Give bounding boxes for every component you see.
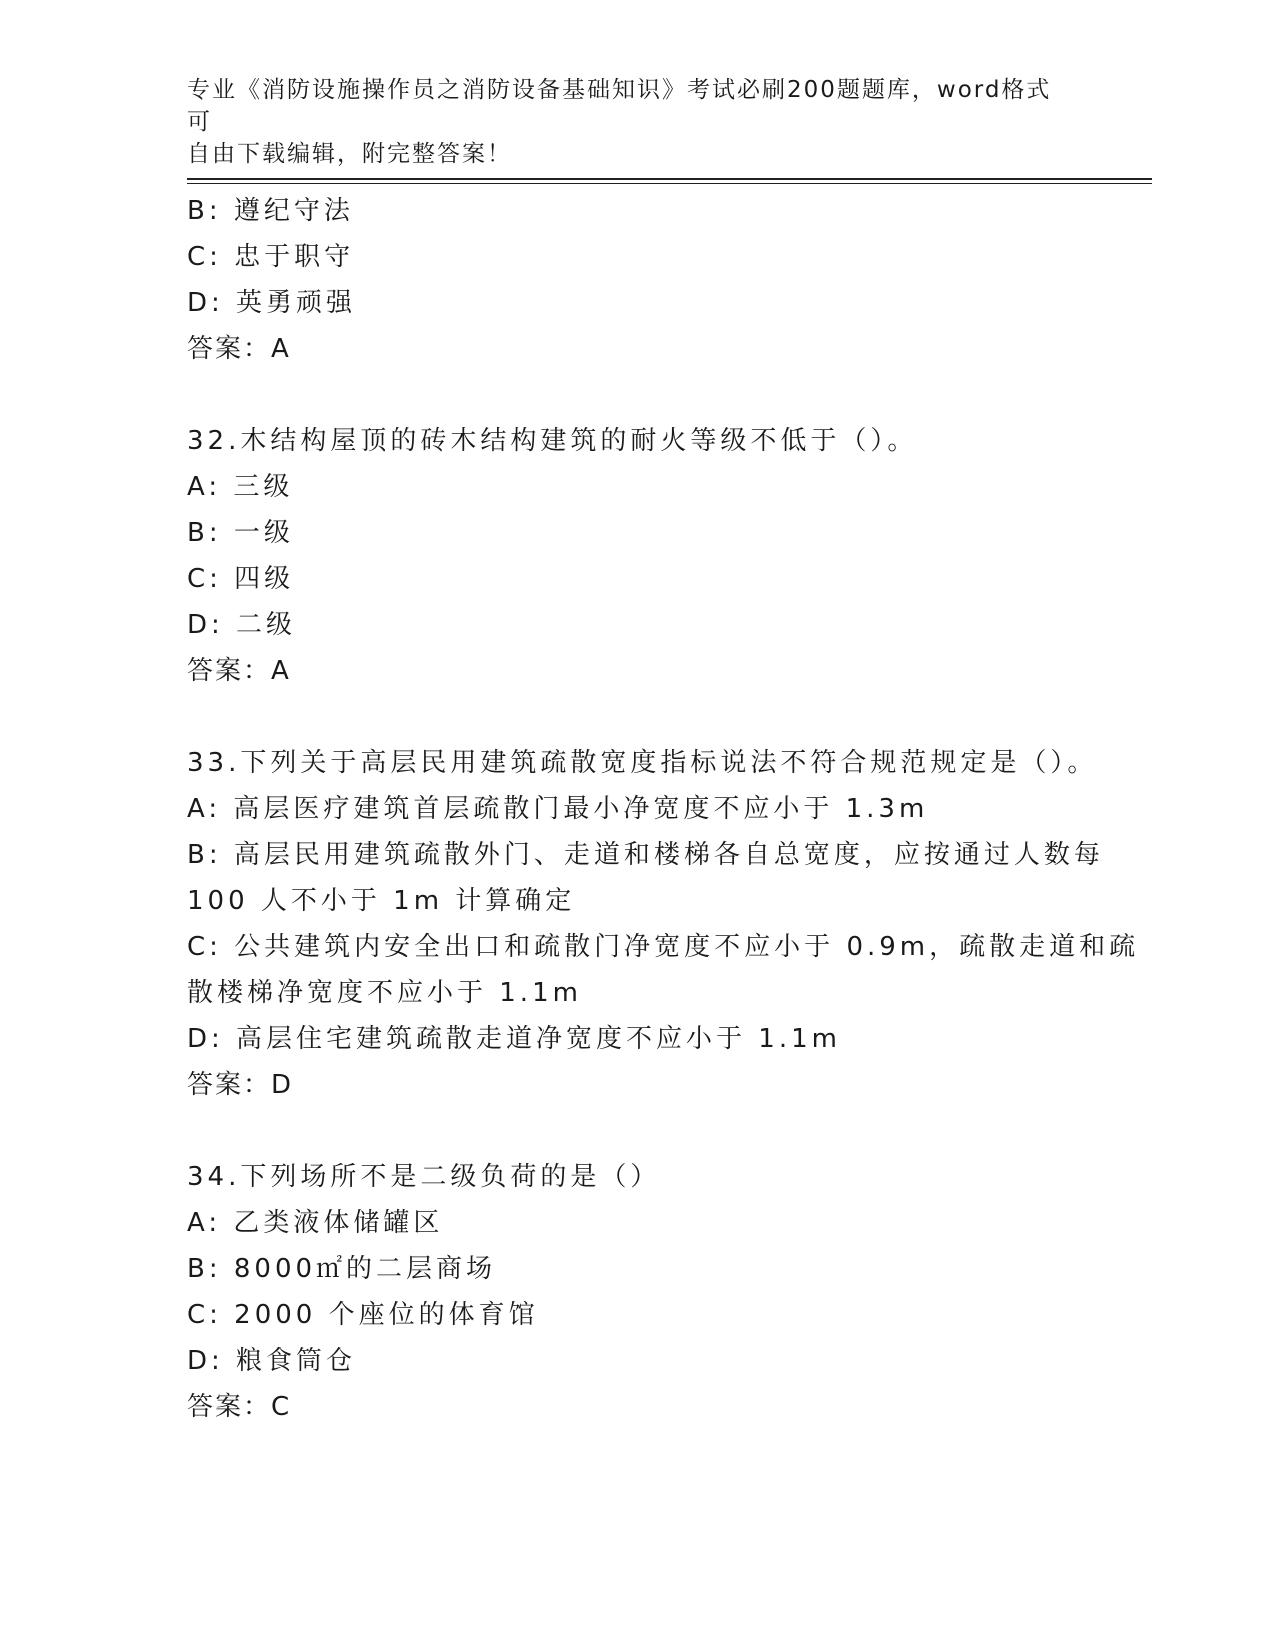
option-line: A: 乙类液体储罐区 <box>187 1208 444 1238</box>
spacer <box>187 372 1087 418</box>
answer-line: 答案：A <box>187 334 291 364</box>
option-line: 100 人不小于 1m 计算确定 <box>187 886 576 916</box>
option-line: B: 遵纪守法 <box>187 196 354 226</box>
option-line: B: 一级 <box>187 518 294 548</box>
question-31 <box>187 188 1087 372</box>
question-stem: 32.木结构屋顶的砖木结构建筑的耐火等级不低于（）。 <box>187 426 918 456</box>
question-stem: 33.下列关于高层民用建筑疏散宽度指标说法不符合规范规定是（）。 <box>187 748 1098 778</box>
question-33 <box>187 740 1140 1108</box>
option-line: C: 2000 个座位的体育馆 <box>187 1300 539 1330</box>
option-line: D: 粮食筒仓 <box>187 1346 357 1376</box>
option-line: C: 四级 <box>187 564 295 594</box>
question-32 <box>187 418 1087 694</box>
document-header <box>187 74 1067 170</box>
answer-line: 答案：A <box>187 656 291 686</box>
header-divider <box>187 178 1152 184</box>
option-line: 散楼梯净宽度不应小于 1.1m <box>187 978 582 1008</box>
option-line: B: 高层民用建筑疏散外门、走道和楼梯各自总宽度，应按通过人数每 <box>187 840 1104 870</box>
header-title-line-2: 自由下载编辑，附完整答案！ <box>187 141 512 167</box>
answer-line: 答案：C <box>187 1392 292 1422</box>
header-title-line-1: 专业《消防设施操作员之消防设备基础知识》考试必刷200题题库，word格式可 <box>187 77 1052 135</box>
option-line: D: 二级 <box>187 610 297 640</box>
option-line: A: 高层医疗建筑首层疏散门最小净宽度不应小于 1.3m <box>187 794 929 824</box>
spacer <box>187 694 1087 740</box>
option-line: D: 高层住宅建筑疏散走道净宽度不应小于 1.1m <box>187 1024 841 1054</box>
option-line: A: 三级 <box>187 472 294 502</box>
question-list <box>187 188 1140 1430</box>
question-stem: 34.下列场所不是二级负荷的是（） <box>187 1162 661 1192</box>
spacer <box>187 1108 1087 1154</box>
option-line: C: 忠于职守 <box>187 242 355 272</box>
option-line: B: 8000㎡的二层商场 <box>187 1254 497 1284</box>
question-34 <box>187 1154 1087 1430</box>
option-line: D: 英勇顽强 <box>187 288 357 318</box>
option-line: C: 公共建筑内安全出口和疏散门净宽度不应小于 0.9m，疏散走道和疏 <box>187 932 1140 962</box>
answer-line: 答案：D <box>187 1070 294 1100</box>
